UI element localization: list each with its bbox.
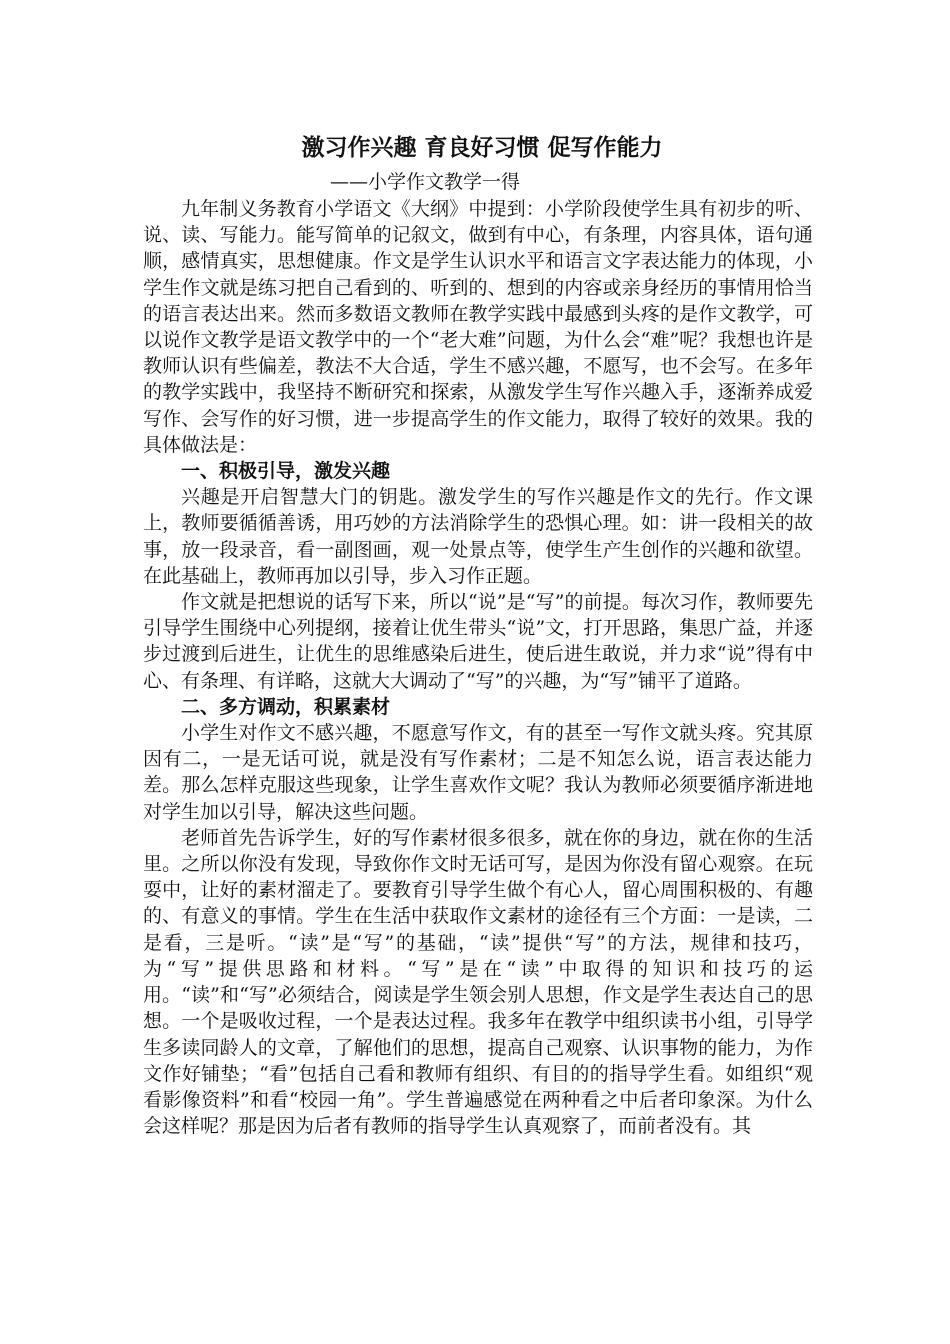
section-heading-2: 二、多方调动，积累素材 <box>181 695 391 718</box>
document-page <box>143 128 813 1139</box>
paragraph-materials: 老师首先告诉学生，好的写作素材很多很多，就在你的身边，就在你的生活里。之所以你没有发现，导致你作文时无话可写，是因为你没有留心观察。在玩耍中，让好的素材溜走了。要教育引导学生做个有心人，留心周围积极的、有趣的、有意义的事情。学生在生活中获取作文素材的途径有三个方面：一是读，二是看，三是听。“读”是“写”的基础，“读”提供“写”的方法，规律和技巧，为“写”提供思路和材料。“写”是在“读”中取得的知识和技巧的运用。“读”和“写”必须结合，阅读是学生领会别人思想，作文是学生表达自己的思想。一个是吸收过程，一个是表达过程。我多年在教学中组织读书小组，引导学生多读同龄人的文章，了解他们的思想，提高自己观察、认识事物的能力，为作文作好铺垫；“看”包括自己看和教师有组织、有目的的指导学生看。如组织“观看影像资料”和看“校园一角”。学生普遍感觉在两种看之中后者印象深。为什么会这样呢？那是因为后者有教师的指导学生认真观察了，而前者没有。其 <box>143 826 813 1138</box>
document-subtitle: ——小学作文教学一得 <box>330 171 521 193</box>
document-title: 激习作兴趣 育良好习惯 促写作能力 <box>301 134 663 161</box>
paragraph-intro: 九年制义务教育小学语文《大纲》中提到：小学阶段使学生具有初步的听、说、读、写能力。能写简单的记叙文，做到有中心，有条理，内容具体，语句通顺，感情真实，思想健康。作文是学生认识水平和语言文字表达能力的体现，小学生作文就是练习把自己看到的、听到的、想到的内容或亲身经历的事情用恰当的语言表达出来。然而多数语文教师在教学实践中最感到头疼的是作文教学，可以说作文教学是语文教学中的一个“老大难”问题，为什么会“难”呢？我想也许是教师认识有些偏差，教法不大合适，学生不感兴趣，不愿写，也不会写。在多年的教学实践中，我坚持不断研究和探索，从激发学生写作兴趣入手，逐渐养成爱写作、会写作的好习惯，进一步提高学生的作文能力，取得了较好的效果。我的具体做法是： <box>143 198 813 456</box>
section-heading-1: 一、积极引导，激发兴趣 <box>181 460 391 483</box>
paragraph-speaking: 作文就是把想说的话写下来，所以“说”是“写”的前提。每次习作，教师要先引导学生围绕中心列提纲，接着让优生带头“说”文，打开思路，集思广益，并逐步过渡到后进生，让优生的思维感染后进生，使后进生敢说，并力求“说”得有中心、有条理、有详略，这就大大调动了“写”的兴趣，为“写”铺平了道路。 <box>143 591 813 692</box>
paragraph-causes: 小学生对作文不感兴趣，不愿意写作文，有的甚至一写作文就头疼。究其原因有二，一是无话可说，就是没有写作素材；二是不知怎么说，语言表达能力差。那么怎样克服这些现象，让学生喜欢作文呢？我认为教师必须要循序渐进地对学生加以引导，解决这些问题。 <box>143 722 813 823</box>
paragraph-interest: 兴趣是开启智慧大门的钥匙。激发学生的写作兴趣是作文的先行。作文课上，教师要循循善诱，用巧妙的方法消除学生的恐惧心理。如：讲一段相关的故事，放一段录音，看一副图画，观一处景点等，使学生产生创作的兴趣和欲望。在此基础上，教师再加以引导，步入习作正题。 <box>143 486 813 587</box>
